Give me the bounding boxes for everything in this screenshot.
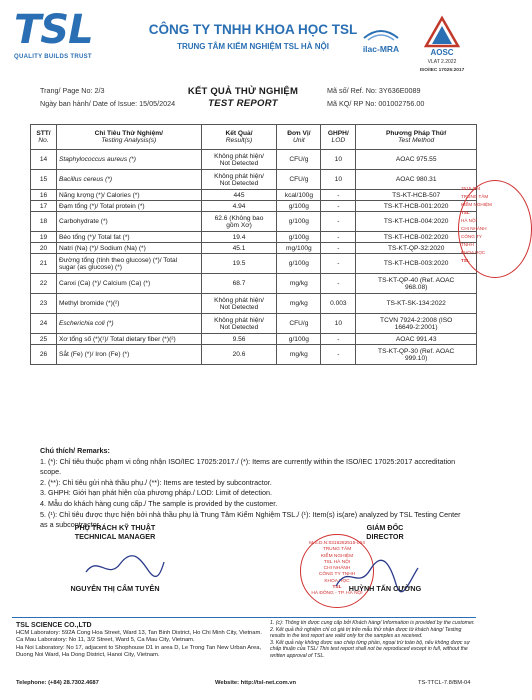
cell-method: TS-KT-HCB-001:2020 — [356, 201, 477, 212]
aosc-logo — [408, 16, 476, 74]
table-header-row — [31, 125, 477, 150]
cell-no: 14 — [31, 150, 57, 170]
cell-test: Sắt (Fe) (*)/ Iron (Fe) (*) — [56, 345, 201, 365]
cell-method: TCVN 7924-2:2008 (ISO 16649-2:2001) — [356, 314, 477, 334]
ilac-mra-logo — [358, 22, 404, 62]
director-title-vi: GIÁM ĐỐC — [366, 523, 404, 532]
cell-lod: 10 — [321, 150, 356, 170]
cell-unit: g/100g — [277, 334, 321, 345]
side-stamp-crop — [458, 180, 492, 280]
cell-lod: - — [321, 201, 356, 212]
cell-unit: g/100g — [277, 201, 321, 212]
cell-test: Escherichia coli (*) — [56, 314, 201, 334]
remarks — [40, 446, 470, 531]
cell-result: 9.56 — [201, 334, 277, 345]
cell-unit: mg/kg — [277, 294, 321, 314]
footer-hcm: HCM Laboratory: 592A Cong Hoa Street, Ward 13, Tan Binh District, Ho Chi Minh City, Vietnam. — [16, 630, 262, 636]
footer-website-link[interactable]: Website: http://tsl-net.com.vn — [215, 680, 297, 686]
cell-no: 25 — [31, 334, 57, 345]
cell-test: Xơ tổng số (*)(¹)/ Total dietary fiber (*)(²) — [56, 334, 201, 345]
table-row — [31, 274, 477, 294]
table-row — [31, 150, 477, 170]
cell-result: 62.6 (Không bao gồm Xơ) — [201, 212, 277, 232]
tech-manager-title-en: TECHNICAL MANAGER — [74, 532, 156, 541]
disclaimer-item: 2. Kết quả thử nghiệm chỉ có giá trị trên mẫu thử nhận được từ khách hàng/ Testing results in the test report are valid only for the samples as received. — [270, 626, 462, 640]
logo-text: TSL — [14, 7, 93, 53]
cell-result: Không phát hiện/ Not Detected — [201, 150, 277, 170]
table-row — [31, 345, 477, 365]
cell-unit: g/100g — [277, 232, 321, 243]
cell-no: 16 — [31, 190, 57, 201]
table-row — [31, 243, 477, 254]
aosc-label: AOSC — [430, 48, 454, 57]
cell-test: Béo tổng (*)/ Total fat (*) — [56, 232, 201, 243]
cell-no: 19 — [31, 232, 57, 243]
cell-result: Không phát hiện/ Not Detected — [201, 314, 277, 334]
director-title-en: DIRECTOR — [366, 532, 404, 541]
cell-method: TS-KT-QP-30 (Ref. AOAC 999.10) — [356, 345, 477, 365]
ref-number: Mã số/ Ref. No: 3Y636E0089 — [327, 86, 421, 95]
footer-hanoi: Ha Noi Laboratory: No 17, adjacent to Shophouse D1 in area D, Le Trong Tan New Urban Area, Duong Noi Ward, Ha Dong District, Hanoi City, Vietnam. — [16, 644, 262, 659]
cell-lod: - — [321, 274, 356, 294]
cell-unit: mg/kg — [277, 274, 321, 294]
cell-unit: mg/kg — [277, 345, 321, 365]
company-name: CÔNG TY TNHH KHOA HỌC TSL — [148, 22, 358, 37]
cell-method: TS-KT-HCB-003:2020 — [356, 254, 477, 274]
cell-lod: 0.003 — [321, 294, 356, 314]
cell-method: TS-KT-QP-40 (Ref. AOAC 968.08) — [356, 274, 477, 294]
cell-result: 45.1 — [201, 243, 277, 254]
cell-result: Không phát hiện/ Not Detected — [201, 294, 277, 314]
report-title-en: TEST REPORT — [208, 98, 278, 109]
cell-method: TS-KT-HCB-004:2020 — [356, 212, 477, 232]
cell-test: Đạm tổng (*)/ Total protein (*) — [56, 201, 201, 212]
cell-unit: CFU/g — [277, 150, 321, 170]
remark-item: 1. (*): Chỉ tiêu thuộc phạm vi công nhận ISO/IEC 17025:2017./ (*): Items are currently within the ISO/IEC 17025:2017 accreditation scope. — [40, 456, 456, 477]
cell-unit: g/100g — [277, 212, 321, 232]
footer-company: TSL SCIENCE CO.,LTD — [16, 622, 92, 629]
results-table — [30, 124, 477, 365]
cell-no: 17 — [31, 201, 57, 212]
cell-method: AOAC 975.55 — [356, 150, 477, 170]
table-row — [31, 201, 477, 212]
rp-number: Mã KQ/ RP No: 001002756.00 — [327, 99, 425, 108]
cell-test: Đường tổng (tính theo glucose) (*)/ Total sugar (as glucose) (*) — [56, 254, 201, 274]
director-name: HUỲNH TẤN CƯỜNG — [348, 584, 422, 593]
remark-item: 3. GHPH: Giới hạn phát hiện của phương pháp./ LOD: Limit of detection. — [40, 488, 272, 498]
table-row — [31, 232, 477, 243]
cell-no: 23 — [31, 294, 57, 314]
cell-lod: 10 — [321, 314, 356, 334]
technical-manager-block — [40, 523, 190, 541]
cell-test: Canxi (Ca) (*)/ Calcium (Ca) (*) — [56, 274, 201, 294]
table-row — [31, 314, 477, 334]
cell-test: Natri (Na) (*)/ Sodium (Na) (*) — [56, 243, 201, 254]
cell-test: Bacillus cereus (*) — [56, 170, 201, 190]
cell-no: 26 — [31, 345, 57, 365]
table-body — [31, 150, 477, 365]
table-row — [31, 170, 477, 190]
tsl-logo — [14, 7, 114, 72]
tech-manager-title-vi: PHỤ TRÁCH KỸ THUẬT — [74, 523, 156, 532]
cell-lod: - — [321, 254, 356, 274]
table-row — [31, 254, 477, 274]
header-unit: Đơn Vị/ Unit — [277, 125, 321, 150]
cell-result: 445 — [201, 190, 277, 201]
cell-test: Carbohydrate (*) — [56, 212, 201, 232]
table-row — [31, 190, 477, 201]
footer-telephone: Telephone: (+84) 28.7302.4687 — [16, 680, 99, 686]
cell-unit: CFU/g — [277, 170, 321, 190]
remark-item: 2. (**): Chỉ tiêu gửi nhà thầu phụ./ (**): Items are tested by subcontractor. — [40, 477, 272, 487]
cell-result: 19.4 — [201, 232, 277, 243]
table-row — [31, 212, 477, 232]
cell-lod: - — [321, 334, 356, 345]
cell-result: Không phát hiện/ Not Detected — [201, 170, 277, 190]
form-code: TS-TTCL-7.8/BM-04 — [418, 680, 471, 686]
remarks-heading: Chú thích/ Remarks: — [40, 446, 110, 455]
page-header — [0, 0, 488, 80]
cell-unit: CFU/g — [277, 314, 321, 334]
cell-unit: kcal/100g — [277, 190, 321, 201]
vlat-label: VLAT 2.2022 — [427, 59, 457, 65]
cell-result: 4.94 — [201, 201, 277, 212]
disclaimer-item: 3. Kết quả này không được sao chép từng phần, ngoại trừ toàn bộ, nếu không được sự chấp thuận của TSL/ This test report shall not be reproduced except in full, without the written approval of TSL. — [270, 639, 470, 659]
remark-item: 5. (¹): Chỉ tiêu được thực hiện bởi nhà thầu phụ là Trung Tâm Kiểm Nghiệm TSL./ (¹): Item(s) is(are) analyzed by TSL Testing Center as a subcontractor. — [40, 509, 461, 530]
header-method: Phương Pháp Thử/ Test Method — [356, 125, 477, 150]
remark-item: 4. Mẫu do khách hàng cung cấp./ The sample is provided by the customer. — [40, 498, 278, 508]
cell-lod: - — [321, 212, 356, 232]
cell-lod: - — [321, 243, 356, 254]
cell-method: TS-KT-HCB-507 — [356, 190, 477, 201]
header-test: Chỉ Tiêu Thử Nghiệm/ Testing Analysis(s) — [56, 125, 201, 150]
footer-camau: Ca Mau Laboratory: No 11, 3/2 Street, Ward 5, Ca Mau City, Vietnam. — [16, 637, 195, 644]
cell-result: 19.5 — [201, 254, 277, 274]
cell-result: 20.6 — [201, 345, 277, 365]
cell-method: TS-KT-QP-32:2020 — [356, 243, 477, 254]
cell-method: TS-KT-SK-134:2022 — [356, 294, 477, 314]
iso-label: ISO/IEC 17025:2017 — [419, 68, 465, 73]
side-stamp: 2515-004 TRUNG TÂM KIỂM NGHIỆM TSL HÀ NỘI CHI NHÁNH CÔNG TY TNHH KHOA HỌC TSL — [458, 180, 532, 278]
cell-result: 68.7 — [201, 274, 277, 294]
cell-lod: - — [321, 345, 356, 365]
header-lod: GHPH/ LOD — [321, 125, 356, 150]
cell-test: Staphylococcus aureus (*) — [56, 150, 201, 170]
cell-lod: 10 — [321, 170, 356, 190]
cell-no: 24 — [31, 314, 57, 334]
cell-unit: g/100g — [277, 254, 321, 274]
cell-no: 21 — [31, 254, 57, 274]
table-row — [31, 334, 477, 345]
cell-test: Methyl bromide (*)(²) — [56, 294, 201, 314]
cell-no: 15 — [31, 170, 57, 190]
cell-no: 20 — [31, 243, 57, 254]
header-stt: STT/ No. — [31, 125, 57, 150]
logo-slogan: QUALITY BUILDS TRUST — [14, 54, 92, 60]
footer-disclaimers — [270, 620, 475, 660]
tech-manager-signature — [78, 550, 168, 584]
cell-test: Năng lượng (*)/ Calories (*) — [56, 190, 201, 201]
footer-divider — [12, 617, 476, 618]
issue-date: Ngày ban hành/ Date of Issue: 15/05/2024 — [40, 99, 176, 108]
company-subtitle: TRUNG TÂM KIỂM NGHIỆM TSL HÀ NỘI — [177, 42, 329, 51]
cell-no: 22 — [31, 274, 57, 294]
cell-lod: - — [321, 232, 356, 243]
footer-addresses — [16, 621, 266, 660]
disclaimer-item: 1. (c): Thông tin được cung cấp bởi Khách hàng/ Information is provided by the customer. — [270, 620, 475, 626]
report-title-vi: KẾT QUẢ THỬ NGHIỆM — [187, 86, 299, 97]
table-row — [31, 294, 477, 314]
ilac-label: ilac-MRA — [362, 44, 400, 54]
page-number: Trang/ Page No: 2/3 — [40, 86, 105, 95]
cell-no: 18 — [31, 212, 57, 232]
cell-method: AOAC 991.43 — [356, 334, 477, 345]
company-stamp: M.S.D.N:0316282515-004 TRUNG TÂM KIỂM NGHIỆM TSL HÀ NỘI CHI NHÁNH CÔNG TY TNHH KHOA HỌC TSL HÀ ĐÔNG - TP. HÀ NỘI — [300, 534, 374, 608]
cell-unit: mg/100g — [277, 243, 321, 254]
header-result: Kết Quả/ Result(s) — [201, 125, 277, 150]
cell-method: AOAC 980.31 — [356, 170, 477, 190]
cell-lod: - — [321, 190, 356, 201]
cell-method: TS-KT-HCB-002:2020 — [356, 232, 477, 243]
tech-manager-name: NGUYỄN THỊ CẨM TUYÊN — [70, 584, 160, 593]
